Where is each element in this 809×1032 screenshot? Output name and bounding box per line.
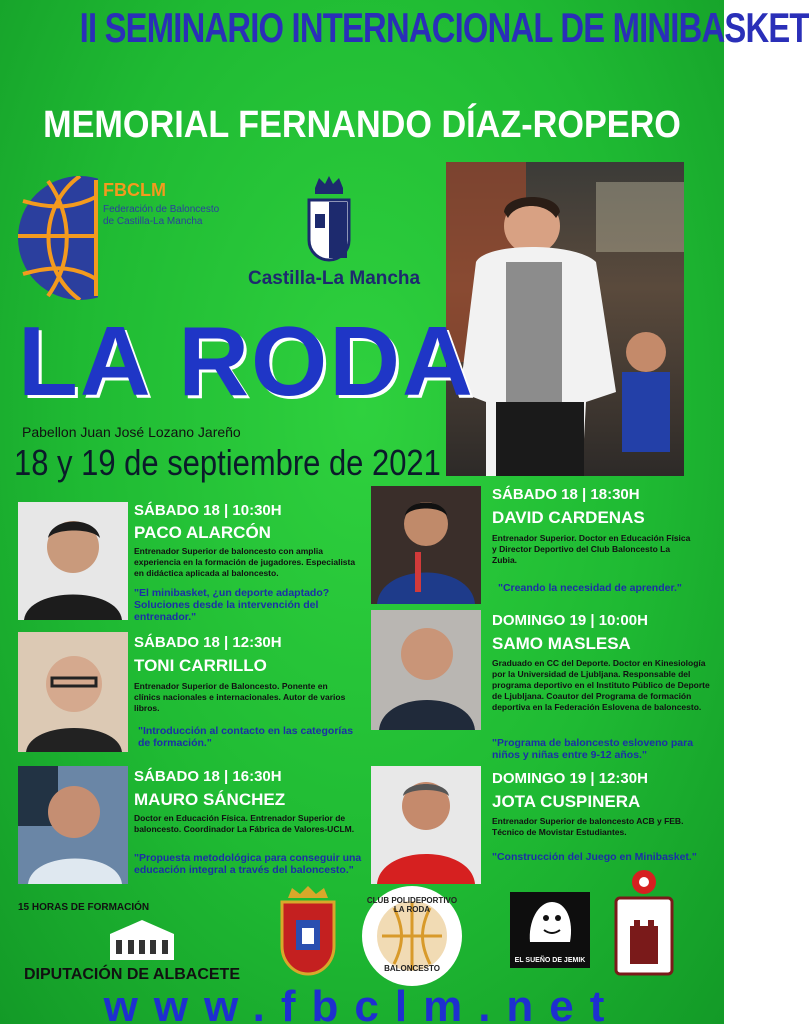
memorial-subtitle: MEMORIAL FERNANDO DÍAZ-ROPERO <box>43 104 681 146</box>
speaker-name: DAVID CARDENAS <box>492 508 645 527</box>
la-roda-crest-icon <box>278 884 338 976</box>
speaker-photo-paco <box>18 502 128 620</box>
sponsor-name: EL SUEÑO DE JEMIK <box>514 957 586 964</box>
speaker-name: TONI CARRILLO <box>134 656 267 675</box>
session-time: DOMINGO 19 | 10:00H <box>492 612 648 629</box>
speaker-photo-jota <box>371 766 481 884</box>
session-time: SÁBADO 18 | 16:30H <box>134 768 282 785</box>
session-topic: "Construcción del Juego en Minibasket." <box>492 851 697 863</box>
speaker-bio: Entrenador Superior de Baloncesto. Ponente en clínics nacionales e internacionales. Autor de varios libros. <box>134 681 346 713</box>
speaker-bio: Entrenador Superior de baloncesto ACB y FEB. Técnico de Movistar Estudiantes. <box>492 816 684 837</box>
event-dates: 18 y 19 de septiembre de 2021 <box>14 442 441 483</box>
speaker-photo-samo <box>371 610 481 730</box>
fbclm-name: FBCLM <box>103 180 166 200</box>
speaker-name: MAURO SÁNCHEZ <box>134 790 286 809</box>
speaker-photo-david <box>371 486 481 604</box>
hotel-logo-icon <box>612 868 676 978</box>
basketball-logo-icon <box>18 176 98 300</box>
region-crest-icon <box>303 174 355 262</box>
speaker-bio: Entrenador Superior de baloncesto con amplia experiencia en la formación de jugadores. Especialista en didáctica aplicada al baloncesto. <box>134 546 356 578</box>
speaker-photo-mauro <box>18 766 128 884</box>
fbclm-logo <box>18 176 98 300</box>
speaker-name: SAMO MASLESA <box>492 634 631 653</box>
club-bottom-text: BALONCESTO <box>384 964 440 973</box>
session-topic: "Programa de baloncesto esloveno para niños y niñas entre 9-12 años." <box>492 737 694 761</box>
event-venue: Pabellon Juan José Lozano Jareño <box>22 424 241 440</box>
session-topic: "Creando la necesidad de aprender." <box>498 582 682 594</box>
fbclm-line1: Federación de Baloncesto <box>103 204 220 215</box>
sponsor-logo <box>510 892 590 968</box>
speaker-name: JOTA CUSPINERA <box>492 792 641 811</box>
diputacion-building-icon <box>110 920 174 960</box>
seminar-title: II SEMINARIO INTERNACIONAL DE MINIBASKET <box>79 4 809 51</box>
session-time: DOMINGO 19 | 12:30H <box>492 770 648 787</box>
session-time: SÁBADO 18 | 12:30H <box>134 634 282 651</box>
session-topic: "Introducción al contacto en las categorías de formación." <box>138 725 354 749</box>
diputacion-name: DIPUTACIÓN DE ALBACETE <box>24 966 240 983</box>
event-city: LA RODA <box>18 306 475 416</box>
coach-photo <box>446 162 684 476</box>
speaker-name: PACO ALARCÓN <box>134 523 271 542</box>
session-time: SÁBADO 18 | 18:30H <box>492 486 640 503</box>
session-time: SÁBADO 18 | 10:30H <box>134 502 282 519</box>
speaker-bio: Doctor en Educación Física. Entrenador Superior de baloncesto. Coordinador La Fábrica de Valores-UCLM. <box>134 813 355 834</box>
club-ring-text: CLUB POLIDEPORTIVO LA RODA <box>366 896 458 914</box>
training-hours: 15 HORAS DE FORMACIÓN <box>18 902 150 913</box>
speaker-bio: Entrenador Superior. Doctor en Educación Física y Director Deportivo del Club Baloncesto La Zubia. <box>492 533 691 565</box>
fbclm-line2: de Castilla-La Mancha <box>103 216 203 227</box>
speaker-photo-toni <box>18 632 128 752</box>
session-topic: "Propuesta metodológica para conseguir una educación integral a través del baloncesto." <box>134 852 362 876</box>
region-name: Castilla-La Mancha <box>248 268 421 289</box>
speaker-bio: Graduado en CC del Deporte. Doctor en Kinesiología por la Universidad de Ljubljana. Responsable del programa deportivo en el Instituto Público de Deporte de Ljubljana. Coautor del Programa de formación deportiva en la Federación Eslovena de baloncesto. <box>492 658 710 712</box>
website-url[interactable]: www.fbclm.net <box>103 982 621 1031</box>
session-topic: "El minibasket, ¿un deporte adaptado? Soluciones desde la intervención del entrenador." <box>134 587 330 623</box>
gorilla-icon <box>510 892 590 952</box>
